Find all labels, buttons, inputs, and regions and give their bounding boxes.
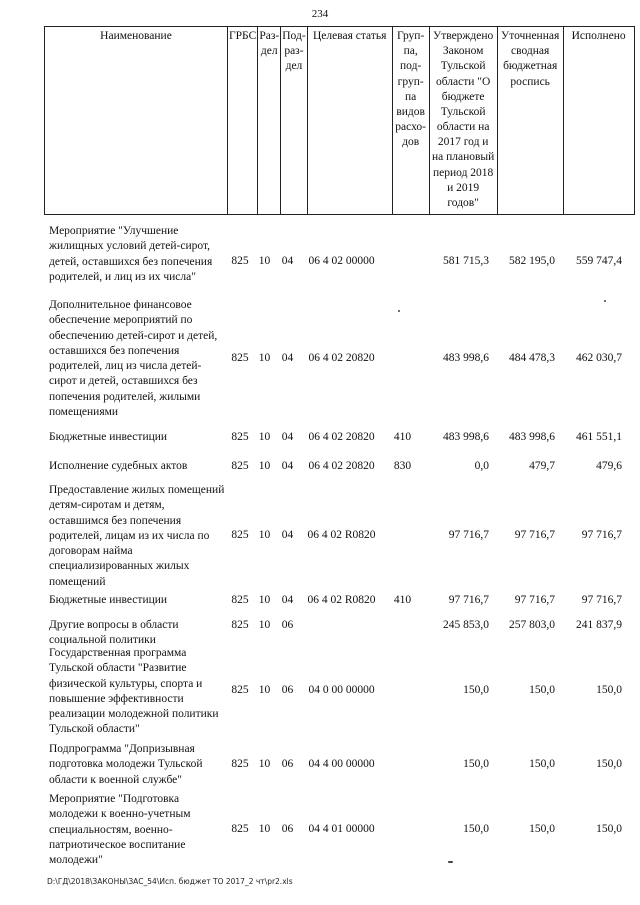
- row-podrazdel: 04: [281, 529, 294, 541]
- header-approved: Утверждено Законом Тульской области "О бюджете Тульской области на 2017 год и на плановый период 2018 и 2019 годов": [429, 27, 497, 215]
- row-grbs: 825: [231, 431, 249, 443]
- row-grbs: 825: [231, 619, 249, 631]
- row-razdel: 10: [258, 594, 271, 606]
- row-target: 04 4 01 00000: [308, 823, 375, 835]
- row-target: 04 4 00 00000: [308, 758, 375, 770]
- row-razdel: 10: [258, 255, 271, 267]
- row-podrazdel: 06: [281, 684, 294, 696]
- row-razdel: 10: [258, 684, 271, 696]
- row-target: 06 4 02 20820: [308, 352, 375, 364]
- row-executed: 97 716,7: [581, 529, 622, 541]
- row-podrazdel: 06: [281, 823, 294, 835]
- row-refined: 150,0: [529, 758, 555, 770]
- header-executed: Исполнено: [563, 27, 634, 215]
- scan-speck: [398, 310, 400, 312]
- row-executed: 241 837,9: [576, 619, 622, 631]
- row-name: Предоставление жилых помещений детям-сиротам и детям, оставшимся без попечения родителей, лицам из их числа по договорам найма специализированных жилых помещений: [49, 484, 225, 588]
- row-grbs: 825: [231, 758, 249, 770]
- row-razdel: 10: [258, 431, 271, 443]
- row-executed: 462 030,7: [576, 352, 622, 364]
- row-refined: 582 195,0: [509, 255, 555, 267]
- row-executed: 150,0: [596, 758, 622, 770]
- row-podrazdel: 04: [281, 431, 294, 443]
- row-name: Бюджетные инвестиции: [49, 594, 168, 606]
- row-name: Мероприятие "Улучшение жилищных условий детей-сирот, детей, оставшихся без попечения родителей, и лиц из их числа": [49, 225, 213, 283]
- row-grbs: 825: [231, 529, 249, 541]
- row-name: Подпрограмма "Допризывная подготовка молодежи Тульской области к военной службе": [49, 743, 203, 786]
- row-grbs: 825: [231, 823, 249, 835]
- row-target: 04 0 00 00000: [308, 684, 375, 696]
- row-target: 06 4 02 R0820: [307, 529, 376, 541]
- row-grbs: 825: [231, 460, 249, 472]
- page-number: 234: [311, 8, 329, 20]
- header-refined: Уточненная сводная бюджетная роспись: [497, 27, 563, 215]
- row-approved: 581 715,3: [443, 255, 489, 267]
- row-refined: 97 716,7: [514, 529, 555, 541]
- row-approved: 97 716,7: [448, 594, 489, 606]
- scan-speck: [448, 861, 453, 863]
- row-podrazdel: 04: [281, 255, 294, 267]
- row-executed: 559 747,4: [576, 255, 622, 267]
- row-refined: 479,7: [529, 460, 555, 472]
- row-razdel: 10: [258, 758, 271, 770]
- row-razdel: 10: [258, 823, 271, 835]
- row-approved: 150,0: [463, 758, 489, 770]
- row-target: 06 4 02 00000: [308, 255, 375, 267]
- row-refined: 150,0: [529, 823, 555, 835]
- header-name: Наименование: [45, 27, 228, 215]
- row-target: 06 4 02 20820: [308, 431, 375, 443]
- row-grbs: 825: [231, 684, 249, 696]
- row-name: Другие вопросы в области социальной политики: [49, 619, 179, 647]
- row-group: 830: [393, 460, 412, 472]
- row-approved: 97 716,7: [448, 529, 489, 541]
- row-podrazdel: 06: [281, 619, 294, 631]
- scan-speck: [604, 300, 606, 302]
- row-name: Государственная программа Тульской области "Развитие физической культуры, спорта и повышение эффективности реализации молодежной политики Тульской области": [49, 647, 219, 736]
- row-approved: 245 853,0: [443, 619, 489, 631]
- row-podrazdel: 04: [281, 460, 294, 472]
- table-header: [44, 26, 635, 215]
- row-razdel: 10: [258, 352, 271, 364]
- row-refined: 484 478,3: [509, 352, 555, 364]
- row-approved: 150,0: [463, 823, 489, 835]
- row-podrazdel: 04: [281, 352, 294, 364]
- file-path-footer: D:\ГД\2018\ЗАКОНЫ\ЗАС_54\Исп. бюджет ТО 2017_2 чт\pr2.xls: [47, 877, 293, 886]
- row-approved: 0,0: [474, 460, 489, 472]
- row-group: 410: [393, 431, 412, 443]
- header-group: Груп- па, под- груп- па видов расхо- дов: [392, 27, 429, 215]
- row-approved: 483 998,6: [443, 352, 489, 364]
- row-razdel: 10: [258, 619, 271, 631]
- row-podrazdel: 04: [281, 594, 294, 606]
- header-target: Целевая статья: [307, 27, 392, 215]
- row-group: 410: [393, 594, 412, 606]
- header-grbs: ГРБС: [228, 27, 258, 215]
- row-executed: 150,0: [596, 684, 622, 696]
- row-refined: 97 716,7: [514, 594, 555, 606]
- row-executed: 97 716,7: [581, 594, 622, 606]
- row-grbs: 825: [231, 352, 249, 364]
- row-executed: 461 551,1: [576, 431, 622, 443]
- row-refined: 483 998,6: [509, 431, 555, 443]
- row-name: Исполнение судебных актов: [49, 460, 188, 472]
- row-approved: 150,0: [463, 684, 489, 696]
- row-grbs: 825: [231, 594, 249, 606]
- row-refined: 150,0: [529, 684, 555, 696]
- row-executed: 479,6: [596, 460, 622, 472]
- row-name: Бюджетные инвестиции: [49, 431, 168, 443]
- row-refined: 257 803,0: [509, 619, 555, 631]
- row-grbs: 825: [231, 255, 249, 267]
- row-approved: 483 998,6: [443, 431, 489, 443]
- row-podrazdel: 06: [281, 758, 294, 770]
- row-target: 06 4 02 20820: [308, 460, 375, 472]
- row-name: Мероприятие "Подготовка молодежи к военно-учетным специальностям, военно-патриотическое воспитание молодежи": [49, 793, 191, 867]
- row-name: Дополнительное финансовое обеспечение мероприятий по обеспечению детей-сирот и детей, оставшихся без попечения родителей, лиц из числа детей-сирот и детей, оставшихся без попечения родителей, жилыми помещениями: [49, 299, 218, 418]
- row-target: 06 4 02 R0820: [307, 594, 376, 606]
- row-razdel: 10: [258, 529, 271, 541]
- header-podrazdel: Под- раз- дел: [281, 27, 307, 215]
- row-razdel: 10: [258, 460, 271, 472]
- row-executed: 150,0: [596, 823, 622, 835]
- header-razdel: Раз- дел: [258, 27, 281, 215]
